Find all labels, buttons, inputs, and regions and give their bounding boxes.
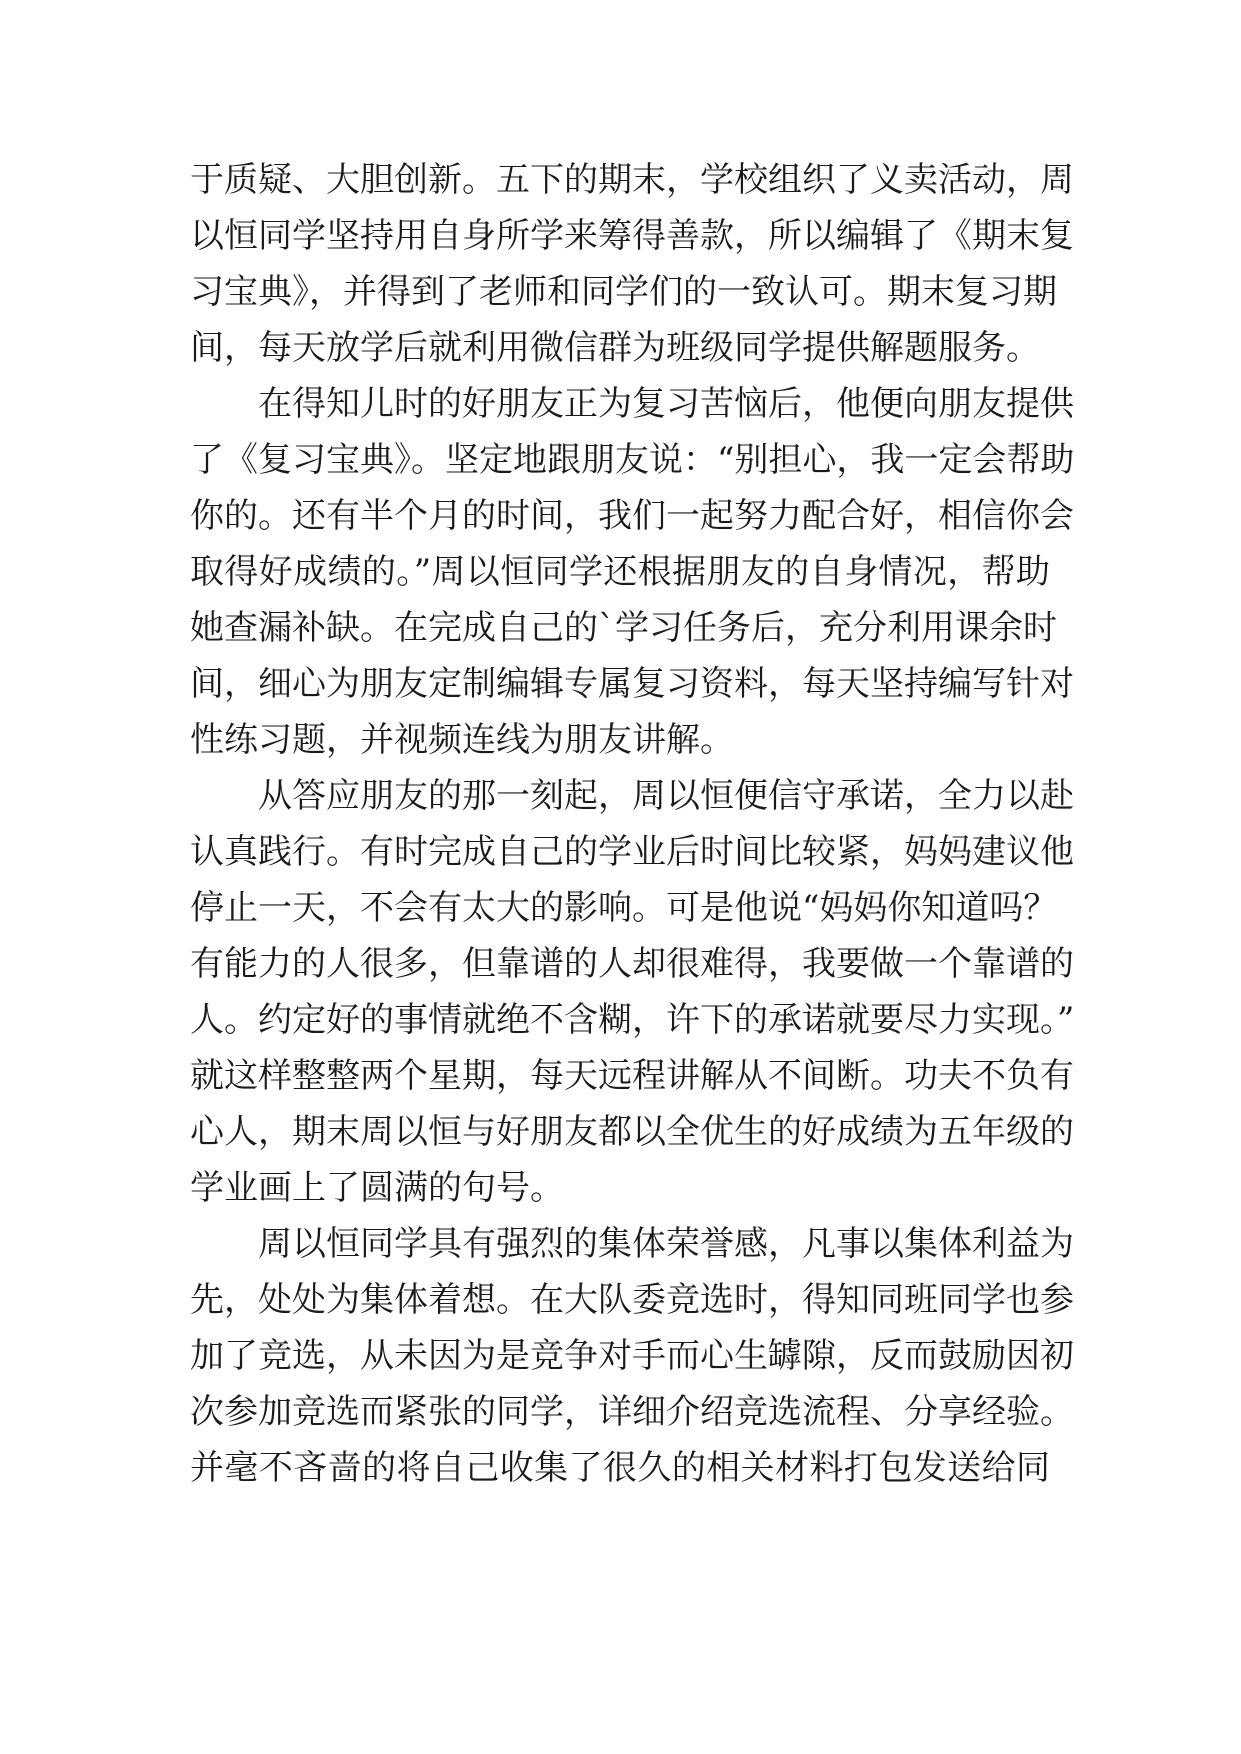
- text-line: 习宝典》，并得到了老师和同学们的一致认可。期末复习期: [190, 272, 1057, 312]
- text-line: 有能力的人很多，但靠谱的人却很难得，我要做一个靠谱的: [190, 944, 1074, 984]
- text-line: 心人，期末周以恒与好朋友都以全优生的好成绩为五年级的: [190, 1112, 1074, 1152]
- text-line: 从答应朋友的那一刻起，周以恒便信守承诺，全力以赴: [258, 776, 1074, 816]
- text-line: 你的。还有半个月的时间，我们一起努力配合好，相信你会: [190, 496, 1074, 536]
- paragraph-3: [190, 768, 1075, 1216]
- text-line: 并毫不吝啬的将自己收集了很久的相关材料打包发送给同: [190, 1448, 1050, 1488]
- paragraph-2: [190, 376, 1075, 768]
- paragraph-1: [190, 152, 1074, 376]
- text-line: 在得知儿时的好朋友正为复习苦恼后，他便向朋友提供: [258, 384, 1074, 424]
- text-line: 以恒同学坚持用自身所学来筹得善款，所以编辑了《期末复: [190, 216, 1074, 256]
- text-line: 停止一天，不会有太大的影响。可是他说“妈妈你知道吗？: [190, 888, 1058, 928]
- text-line: 人。约定好的事情就绝不含糊，许下的承诺就要尽力实现。”: [190, 1000, 1075, 1040]
- text-line: 性练习题，并视频连线为朋友讲解。: [190, 720, 734, 760]
- text-line: 次参加竞选而紧张的同学，详细介绍竞选流程、分享经验。: [190, 1392, 1074, 1432]
- text-line: 周以恒同学具有强烈的集体荣誉感，凡事以集体利益为: [258, 1224, 1074, 1264]
- text-line: 于质疑、大胆创新。五下的期末，学校组织了义卖活动，周: [190, 160, 1074, 200]
- text-line: 她查漏补缺。在完成自己的`学习任务后，充分利用课余时: [190, 608, 1057, 648]
- text-line: 加了竞选，从未因为是竞争对手而心生罅隙，反而鼓励因初: [190, 1336, 1074, 1376]
- text-line: 间，每天放学后就利用微信群为班级同学提供解题服务。: [190, 328, 1040, 368]
- text-line: 先，处处为集体着想。在大队委竞选时，得知同班同学也参: [190, 1280, 1074, 1320]
- text-line: 了《复习宝典》。坚定地跟朋友说：“别担心，我一定会帮助: [190, 440, 1075, 480]
- paragraph-4: [190, 1216, 1074, 1496]
- document-page: [190, 152, 1075, 1496]
- text-line: 学业画上了圆满的句号。: [190, 1168, 564, 1208]
- text-line: 认真践行。有时完成自己的学业后时间比较紧，妈妈建议他: [190, 832, 1074, 872]
- text-line: 取得好成绩的。”周以恒同学还根据朋友的自身情况，帮助: [190, 552, 1050, 592]
- text-line: 间，细心为朋友定制编辑专属复习资料，每天坚持编写针对: [190, 664, 1074, 704]
- text-line: 就这样整整两个星期，每天远程讲解从不间断。功夫不负有: [190, 1056, 1074, 1096]
